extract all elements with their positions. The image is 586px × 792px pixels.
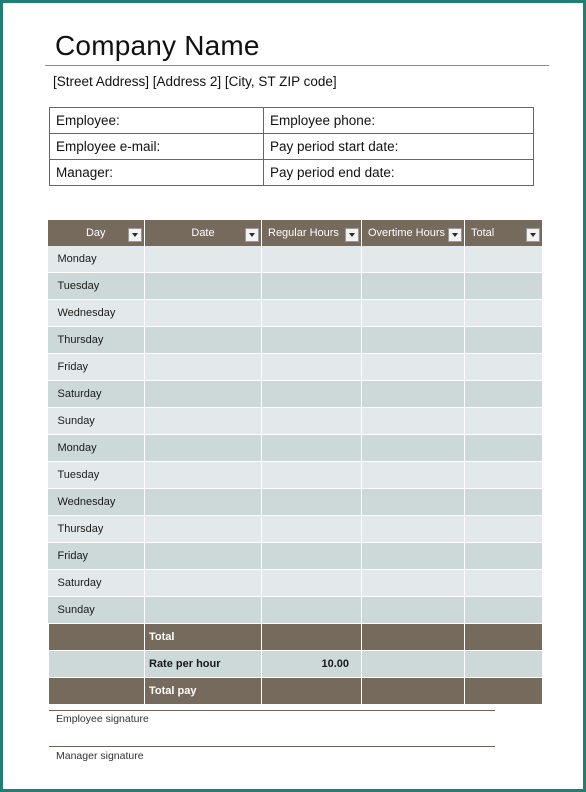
total-row [48,624,542,651]
overtime-hours-cell[interactable] [362,300,465,327]
total-total-cell[interactable] [465,624,542,651]
regular-hours-cell[interactable] [262,516,362,543]
day-cell[interactable]: Friday [48,354,145,381]
rate-total-cell[interactable] [465,651,542,678]
pay-period-end-field[interactable]: Pay period end date: [264,160,534,186]
rate-value-cell[interactable]: 10.00 [262,651,362,678]
day-cell[interactable]: Monday [48,435,145,462]
filter-dropdown-icon[interactable] [345,228,359,242]
date-cell[interactable] [145,516,262,543]
overtime-hours-cell[interactable] [362,273,465,300]
total-pay-overtime-cell[interactable] [362,678,465,705]
day-cell[interactable]: Sunday [48,408,145,435]
day-cell[interactable]: Tuesday [48,462,145,489]
total-cell[interactable] [465,354,542,381]
manager-signature-line[interactable] [49,746,495,747]
table-row [48,354,542,381]
filter-dropdown-icon[interactable] [526,228,540,242]
date-cell[interactable] [145,327,262,354]
overtime-hours-cell[interactable] [362,516,465,543]
date-cell[interactable] [145,597,262,624]
filter-dropdown-icon[interactable] [448,228,462,242]
total-cell[interactable] [465,597,542,624]
column-header-overtime-hours [362,220,465,246]
column-header-day [48,220,145,246]
table-row [48,381,542,408]
overtime-hours-cell[interactable] [362,543,465,570]
date-cell[interactable] [145,408,262,435]
employee-signature-line[interactable] [49,710,495,711]
regular-hours-cell[interactable] [262,381,362,408]
day-cell[interactable]: Friday [48,543,145,570]
company-address[interactable]: [Street Address] [Address 2] [City, ST ZIP code] [53,74,337,89]
timesheet-table [46,220,542,705]
total-cell[interactable] [465,489,542,516]
total-cell[interactable] [465,543,542,570]
column-label: Day [85,227,106,239]
table-row [48,246,542,273]
timesheet-header-row [48,220,542,246]
manager-signature-label: Manager signature [56,750,144,762]
date-cell[interactable] [145,354,262,381]
rate-overtime-cell[interactable] [362,651,465,678]
rate-label: Rate per hour [145,651,262,678]
rate-row [48,651,542,678]
regular-hours-cell[interactable] [262,408,362,435]
regular-hours-cell[interactable] [262,570,362,597]
total-cell[interactable] [465,435,542,462]
employee-email-field[interactable]: Employee e-mail: [50,134,264,160]
column-header-regular-hours [262,220,362,246]
total-pay-total-cell[interactable] [465,678,542,705]
date-cell[interactable] [145,489,262,516]
total-pay-regular-cell[interactable] [262,678,362,705]
date-cell[interactable] [145,300,262,327]
regular-hours-cell[interactable] [262,273,362,300]
employee-field[interactable]: Employee: [50,108,264,134]
day-cell[interactable]: Wednesday [48,489,145,516]
overtime-hours-cell[interactable] [362,462,465,489]
overtime-hours-cell[interactable] [362,327,465,354]
total-pay-row [48,678,542,705]
total-regular-hours-cell[interactable] [262,624,362,651]
column-label: Total [471,227,495,239]
table-row [48,489,542,516]
date-cell[interactable] [145,462,262,489]
date-cell[interactable] [145,381,262,408]
total-row-blank-cell [48,624,145,651]
column-header-total [465,220,542,246]
company-name[interactable]: Company Name [55,30,260,61]
manager-field[interactable]: Manager: [50,160,264,186]
day-cell[interactable]: Sunday [48,597,145,624]
employee-signature-label: Employee signature [56,713,149,725]
total-label: Total [145,624,262,651]
total-cell[interactable] [465,381,542,408]
rate-row-blank-cell [48,651,145,678]
total-cell[interactable] [465,570,542,597]
employee-phone-field[interactable]: Employee phone: [264,108,534,134]
regular-hours-cell[interactable] [262,354,362,381]
total-cell[interactable] [465,273,542,300]
total-cell[interactable] [465,462,542,489]
overtime-hours-cell[interactable] [362,597,465,624]
regular-hours-cell[interactable] [262,489,362,516]
total-cell[interactable] [465,246,542,273]
overtime-hours-cell[interactable] [362,489,465,516]
day-cell[interactable]: Monday [48,246,145,273]
regular-hours-cell[interactable] [262,462,362,489]
date-cell[interactable] [145,435,262,462]
table-row [48,597,542,624]
overtime-hours-cell[interactable] [362,570,465,597]
regular-hours-cell[interactable] [262,300,362,327]
overtime-hours-cell[interactable] [362,246,465,273]
pay-period-start-field[interactable]: Pay period start date: [264,134,534,160]
table-row [48,516,542,543]
table-row [48,408,542,435]
total-cell[interactable] [465,327,542,354]
total-overtime-hours-cell[interactable] [362,624,465,651]
overtime-hours-cell[interactable] [362,381,465,408]
regular-hours-cell[interactable] [262,435,362,462]
table-row [48,543,542,570]
date-cell[interactable] [145,570,262,597]
date-cell[interactable] [145,543,262,570]
regular-hours-cell[interactable] [262,543,362,570]
column-label: Regular Hours [268,227,339,239]
overtime-hours-cell[interactable] [362,435,465,462]
table-row [48,570,542,597]
day-cell[interactable]: Saturday [48,570,145,597]
filter-dropdown-icon[interactable] [245,228,259,242]
filter-dropdown-icon[interactable] [128,228,142,242]
regular-hours-cell[interactable] [262,327,362,354]
employee-info-table [49,107,534,186]
date-cell[interactable] [145,246,262,273]
table-row [48,435,542,462]
day-cell[interactable]: Thursday [48,327,145,354]
overtime-hours-cell[interactable] [362,408,465,435]
table-row [48,300,542,327]
date-cell[interactable] [145,273,262,300]
table-row [48,462,542,489]
day-cell[interactable]: Wednesday [48,300,145,327]
day-cell[interactable]: Thursday [48,516,145,543]
total-pay-label: Total pay [145,678,262,705]
day-cell[interactable]: Tuesday [48,273,145,300]
total-cell[interactable] [465,300,542,327]
column-header-date [145,220,262,246]
total-pay-blank-cell [48,678,145,705]
total-cell[interactable] [465,516,542,543]
overtime-hours-cell[interactable] [362,354,465,381]
regular-hours-cell[interactable] [262,246,362,273]
regular-hours-cell[interactable] [262,597,362,624]
day-cell[interactable]: Saturday [48,381,145,408]
column-label: Overtime Hours [368,227,446,239]
table-row [48,273,542,300]
total-cell[interactable] [465,408,542,435]
column-label: Date [191,227,215,239]
title-divider [45,65,549,66]
table-row [48,327,542,354]
